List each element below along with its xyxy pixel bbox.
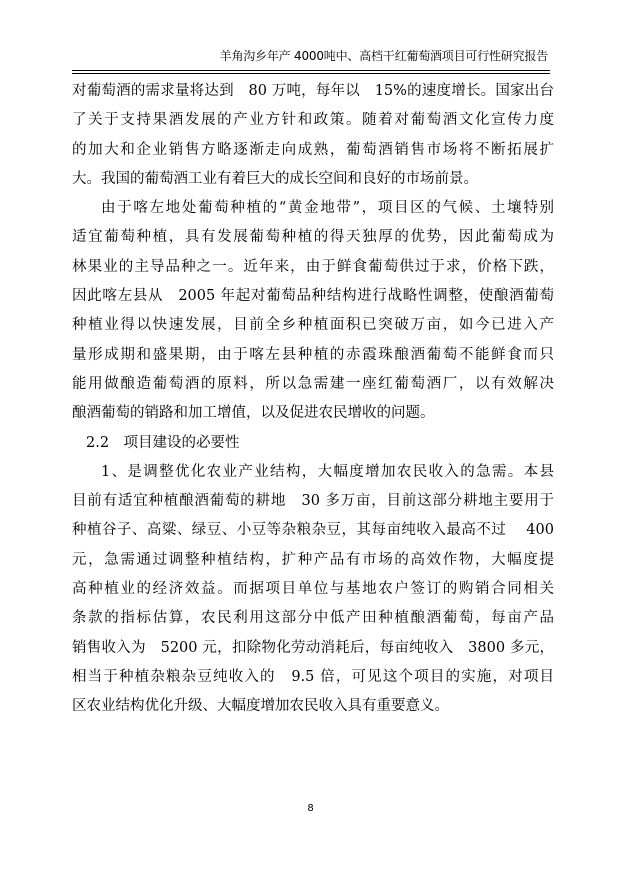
text-line: 了关于支持果酒发展的产业方针和政策。随着对葡萄酒文化宣传力度 [72,112,554,129]
text-line: 条款的指标估算，农民利用这部分中低产田种植酿酒葡萄，每亩产品 [72,610,554,627]
text-line: 适宜葡萄种植，具有发展葡萄种植的得天独厚的优势，因此葡萄成为 [72,229,554,246]
text-line: 因此喀左县从 2005 年起对葡萄品种结构进行战略性调整，使酿酒葡萄 [72,288,554,305]
text-line: 目前有适宜种植酿酒葡萄的耕地 30 多万亩，目前这部分耕地主要用于 [72,493,554,510]
text-line: 1、是调整优化农业产业结构，大幅度增加农民收入的急需。本县 [101,463,554,480]
text-line: 区农业结构优化升级、大幅度增加农民收入具有重要意义。 [72,698,449,715]
header-rule-thin-2 [72,73,550,74]
text-line: 由于喀左地处葡萄种植的“黄金地带”，项目区的气候、土壤特别 [101,200,554,217]
text-line: 对葡萄酒的需求量将达到 80 万吨，每年以 15%的速度增长。国家出台 [72,83,554,99]
text-line: 能用做酿造葡萄酒的原料，所以急需建一座红葡萄酒厂，以有效解决 [72,375,554,392]
text-line: 量形成期和盛果期，由于喀左县种植的赤霞珠酿酒葡萄不能鲜食而只 [72,346,554,363]
running-header: 羊角沟乡年产 4000吨中、高档干红葡萄酒项目可行性研究报告 [219,49,548,63]
header-rule-thin [72,70,550,71]
text-line: 的加大和企业销售方略逐渐走向成熟，葡萄酒销售市场将不断拓展扩 [72,141,554,158]
text-line: 林果业的主导品种之一。近年来，由于鲜食葡萄供过于求，价格下跌， [72,258,554,275]
text-line: 元，急需通过调整种植结构，扩种产品有市场的高效作物，大幅度提 [72,551,554,568]
body-text [72,77,554,722]
text-line: 种植业得以快速发展，目前全乡种植面积已突破万亩，如今已进入产 [72,317,554,334]
text-line: 大。我国的葡萄酒工业有着巨大的成长空间和良好的市场前景。 [72,170,478,187]
text-line: 酿酒葡萄的销路和加工增值，以及促进农民增收的问题。 [72,405,435,422]
text-line: 销售收入为 5200 元，扣除物化劳动消耗后，每亩纯收入 3800 多元， [72,639,554,656]
text-line: 高种植业的经济效益。而据项目单位与基地农户签订的购销合同相关 [72,581,554,598]
text-line: 相当于种植杂粮杂豆纯收入的 9.5 倍，可见这个项目的实施，对项目 [72,668,554,685]
section-heading: 2.2 项目建设的必要性 [86,434,240,451]
text-line: 种植谷子、高粱、绿豆、小豆等杂粮杂豆，其每亩纯收入最高不过 400 [72,522,554,539]
page-number: 8 [307,803,314,814]
